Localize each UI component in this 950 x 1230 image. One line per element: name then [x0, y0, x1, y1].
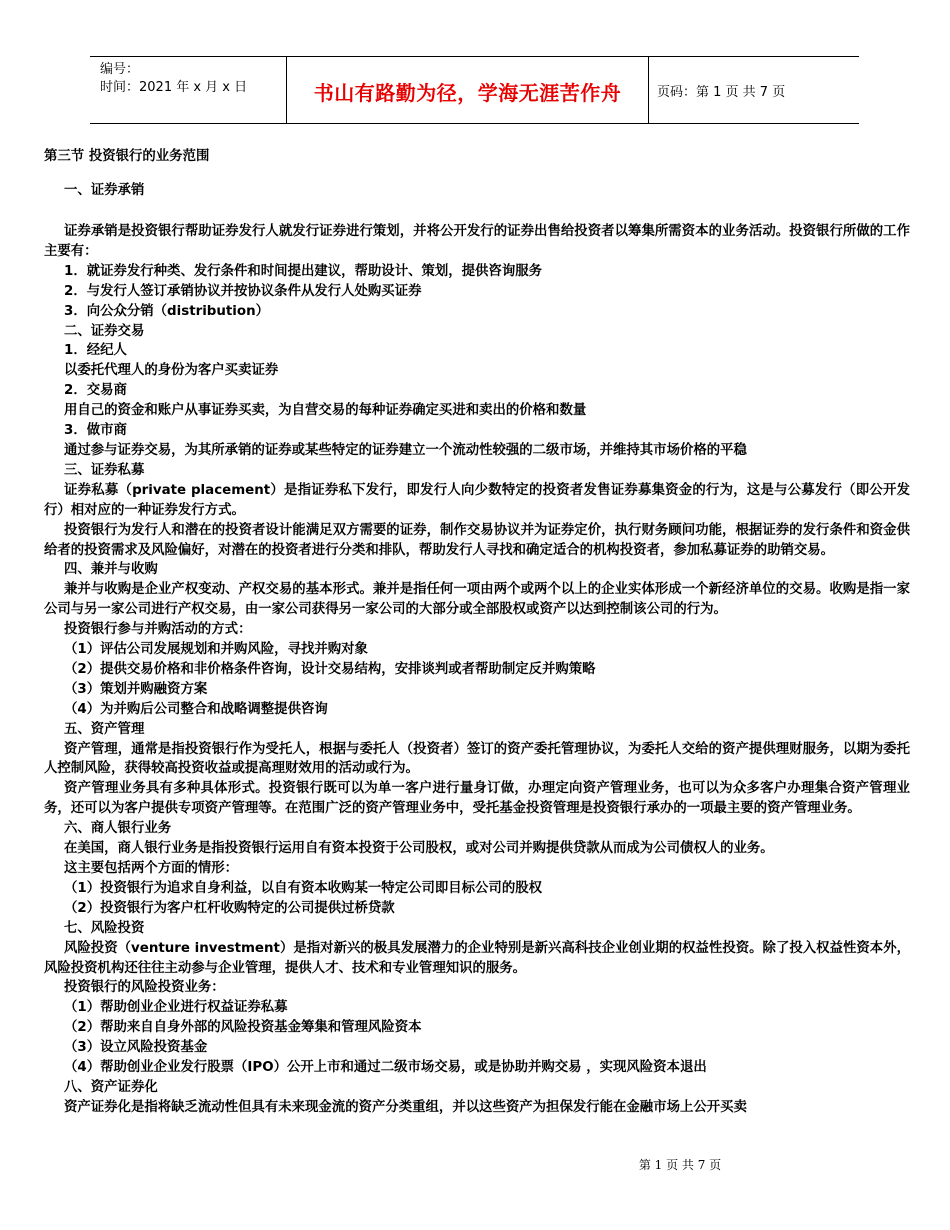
- header-page-info: 页码：第 1 页 共 7 页: [657, 85, 786, 100]
- heading-venture-investment: 七、风险投资: [64, 920, 145, 936]
- header-meta: [100, 61, 247, 97]
- section-title: 第三节 投资银行的业务范围: [44, 149, 210, 164]
- list-item: （1）帮助创业企业进行权益证券私募: [64, 1000, 288, 1016]
- list-item: （4）帮助创业企业发行股票（IPO）公开上市和通过二级市场交易，或是协助并购交易 ，实现风险资本退出: [64, 1060, 707, 1076]
- list-item: 3．向公众分销（distribution）: [64, 303, 270, 319]
- list-item: （1）投资银行为追求自身利益，以自有资本收购某一特定公司即目标公司的股权: [64, 880, 542, 896]
- paragraph: 投资银行的风险投资业务：: [64, 980, 225, 996]
- paragraph: 证券私募（private placement）是指证券私下发行，即发行人向少数特定的投资者发售证券募集资金的行为，这是与公募发行（即公开发行）相对应的一种证券发行方式。: [44, 482, 910, 518]
- heading-merchant-banking: 六、商人银行业务: [64, 821, 172, 837]
- heading-underwriting: 一、证券承销: [64, 183, 145, 198]
- paragraph: 这主要包括两个方面的情形：: [64, 861, 239, 876]
- list-item: 1．就证券发行种类、发行条件和时间提出建议，帮助设计、策划，提供咨询服务: [64, 263, 542, 279]
- paragraph: 资产证券化是指将缺乏流动性但具有未来现金流的资产分类重组，并以这些资产为担保发行能在金融市场上公开买卖: [64, 1099, 747, 1115]
- heading-securitization: 八、资产证券化: [64, 1079, 158, 1095]
- paragraph: 资产管理，通常是指投资银行作为受托人，根据与委托人（投资者）签订的资产委托管理协议，为委托人交给的资产提供理财服务，以期为委托人控制风险，获得较高投资收益或提高理财效用的活动或行为。: [44, 741, 910, 777]
- page-footer: [0, 1156, 950, 1173]
- list-item: 2．交易商: [64, 383, 127, 399]
- paragraph: 以委托代理人的身份为客户买卖证券: [64, 363, 279, 379]
- header-table: [90, 56, 859, 124]
- list-item: （4）为并购后公司整合和战略调整提供咨询: [64, 701, 328, 717]
- header-motto: 书山有路勤为径，学海无涯苦作舟: [313, 81, 622, 105]
- heading-asset-management: 五、资产管理: [64, 721, 145, 737]
- paragraph: 兼并与收购是企业产权变动、产权交易的基本形式。兼并是指任何一项由两个或两个以上的企业实体形成一个新经济单位的交易。收购是指一家公司与另一家公司进行产权交易，由一家公司获得另一家公司的大部分或全部股权或资产以达到控制该公司的行为。: [44, 582, 910, 618]
- list-item: （2）帮助来自自身外部的风险投资基金筹集和管理风险资本: [64, 1020, 422, 1036]
- list-item: 3．做市商: [64, 423, 127, 439]
- list-item: （3）设立风险投资基金: [64, 1040, 208, 1056]
- list-item: （1）评估公司发展规划和并购风险，寻找并购对象: [64, 642, 368, 658]
- page-number: 第 1 页 共 7 页: [638, 1158, 722, 1172]
- paragraph: 资产管理业务具有多种具体形式。投资银行既可以为单一客户进行量身订做，办理定向资产管理业务，也可以为众多客户办理集合资产管理业务，还可以为客户提供专项资产管理等。在范围广泛的资产管理业务中，受托基金投资管理是投资银行承办的一项最主要的资产管理业务。: [44, 781, 910, 817]
- list-item: （3）策划并购融资方案: [64, 681, 208, 697]
- list-item: （2）投资银行为客户杠杆收购特定的公司提供过桥贷款: [64, 900, 395, 916]
- paragraph: 通过参与证券交易，为其所承销的证券或某些特定的证券建立一个流动性较强的二级市场，并维持其市场价格的平稳: [64, 442, 747, 458]
- paragraph: 在美国，商人银行业务是指投资银行运用自有资本投资于公司股权，或对公司并购提供贷款从而成为公司债权人的业务。: [64, 841, 774, 857]
- paragraph: 用自己的资金和账户从事证券买卖，为自营交易的每种证券确定买进和卖出的价格和数量: [64, 403, 587, 419]
- paragraph: 投资银行参与并购活动的方式：: [64, 622, 252, 638]
- document-body: [44, 140, 910, 1118]
- paragraph: 证券承销是投资银行帮助证券发行人就发行证券进行策划，并将公开发行的证券出售给投资者以筹集所需资本的业务活动。投资银行所做的工作主要有：: [44, 224, 910, 259]
- paragraph: 风险投资（venture investment）是指对新兴的极具发展潜力的企业特别是新兴高科技企业创业期的权益性投资。除了投入权益性资本外，风险投资机构还往往主动参与企业管理，提供人才、技术和专业管理知识的服务。: [44, 940, 910, 976]
- heading-trading: 二、证券交易: [64, 323, 145, 339]
- list-item: 1．经纪人: [64, 343, 127, 359]
- header-divider: [648, 57, 649, 123]
- heading-mergers: 四、兼并与收购: [64, 562, 158, 578]
- list-item: （2）提供交易价格和非价格条件咨询，设计交易结构，安排谈判或者帮助制定反并购策略: [64, 661, 596, 677]
- list-item: 2．与发行人签订承销协议并按协议条件从发行人处购买证券: [64, 283, 422, 299]
- heading-private-placement: 三、证券私募: [64, 462, 145, 478]
- number-label: 编号：: [100, 62, 140, 77]
- paragraph: 投资银行为发行人和潜在的投资者设计能满足双方需要的证券，制作交易协议并为证券定价，执行财务顾问功能，根据证券的发行条件和资金供给者的投资需求及风险偏好，对潜在的投资者进行分类和排队，帮助发行人寻找和确定适合的机构投资者，参加私募证券的助销交易。: [44, 522, 910, 558]
- time-label: 时间：2021 年 x 月 x 日: [100, 80, 248, 95]
